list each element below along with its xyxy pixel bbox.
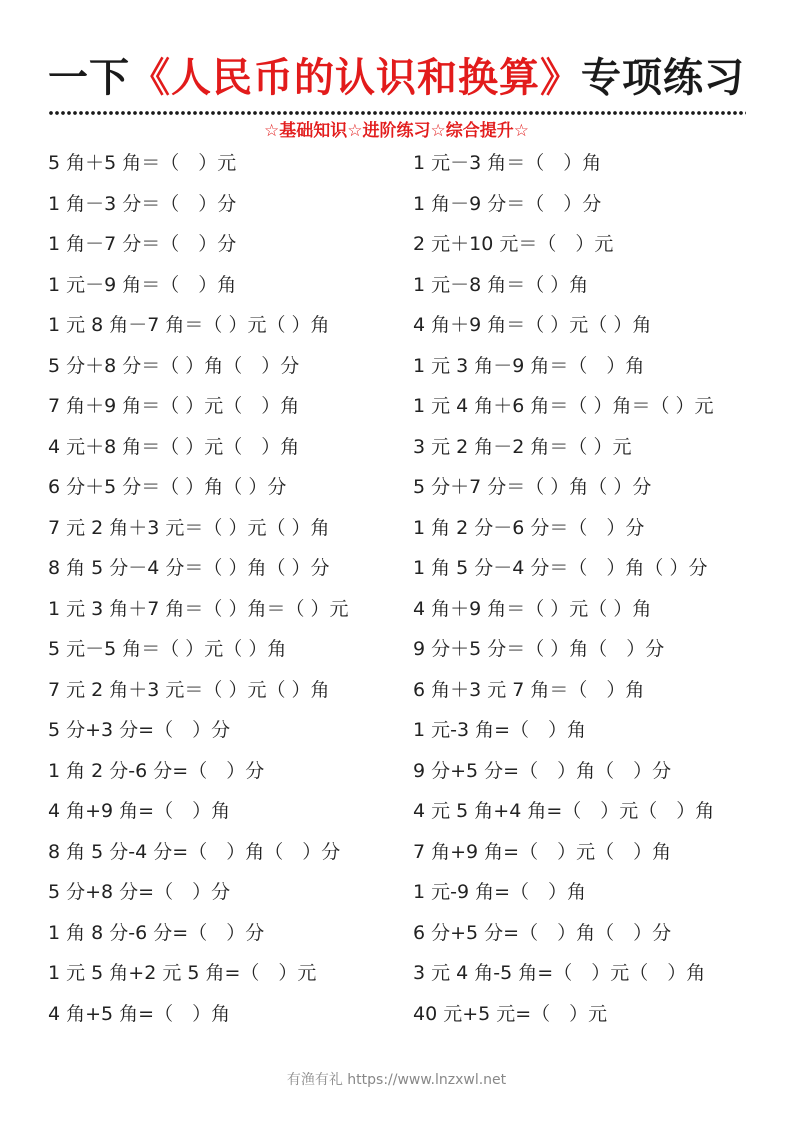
exercise-item: 4 角＋9 角＝（ ）元（ ）角 xyxy=(413,597,652,620)
exercise-item: 1 角 2 分－6 分＝（ ）分 xyxy=(413,516,645,539)
exercise-item: 5 角＋5 角＝（ ）元 xyxy=(48,152,237,174)
exercise-item: 4 元＋8 角＝（ ）元（ ）角 xyxy=(48,435,300,458)
exercise-item: 7 元 2 角＋3 元＝（ ）元（ ）角 xyxy=(48,678,330,701)
exercise-item: 1 元-9 角=（ ）角 xyxy=(413,881,587,903)
exercise-item: 6 角＋3 元 7 角＝（ ）角 xyxy=(413,678,645,701)
exercise-item: 1 元 8 角－7 角＝（ ）元（ ）角 xyxy=(48,314,330,336)
footer-watermark: 有渔有礼 https://www.lnzxwl.net xyxy=(286,1072,507,1088)
exercise-item: 1 元－9 角＝（ ）角 xyxy=(48,273,237,296)
exercise-item: 7 角＋9 角＝（ ）元（ ）角 xyxy=(48,395,300,417)
title-part-topic: 《人民币的认识和换算》 xyxy=(130,55,581,101)
exercise-item: 1 元－8 角＝（ ）角 xyxy=(413,273,589,296)
page-title xyxy=(0,52,793,104)
exercise-item: 7 元 2 角＋3 元＝（ ）元（ ）角 xyxy=(48,516,330,539)
title-part-grade: 一下 xyxy=(48,55,130,101)
exercise-item: 1 元-3 角=（ ）角 xyxy=(413,719,587,741)
exercise-item: 1 角 5 分－4 分＝（ ）角（ ）分 xyxy=(413,557,708,579)
exercise-item: 5 分＋8 分＝（ ）角（ ）分 xyxy=(48,354,300,377)
exercise-item: 3 元 2 角－2 角＝（ ）元 xyxy=(413,435,632,458)
right-exercise-column xyxy=(413,147,753,1038)
left-exercise-column xyxy=(48,147,398,1038)
exercise-item: 5 分+8 分=（ ）分 xyxy=(48,881,231,903)
exercise-item: 1 角－7 分＝（ ）分 xyxy=(48,233,237,255)
exercise-item: 8 角 5 分－4 分＝（ ）角（ ）分 xyxy=(48,557,330,579)
title-part-practice: 专项练习 xyxy=(581,55,745,101)
exercise-item: 2 元＋10 元＝（ ）元 xyxy=(413,233,614,255)
exercise-item: 5 分＋7 分＝（ ）角（ ）分 xyxy=(413,476,652,498)
exercise-item: 1 角－9 分＝（ ）分 xyxy=(413,192,602,215)
exercise-item: 1 元 3 角＋7 角＝（ ）角＝（ ）元 xyxy=(48,597,349,620)
exercise-item: 1 角 2 分-6 分=（ ）分 xyxy=(48,759,265,782)
exercise-item: 1 角－3 分＝（ ）分 xyxy=(48,192,237,215)
exercise-item: 9 分+5 分=（ ）角（ ）分 xyxy=(413,759,672,782)
exercise-item: 4 角+5 角=（ ）角 xyxy=(48,1002,231,1025)
exercise-item: 1 元－3 角＝（ ）角 xyxy=(413,152,602,174)
exercise-item: 1 元 3 角－9 角＝（ ）角 xyxy=(413,354,645,377)
exercise-item: 4 角＋9 角＝（ ）元（ ）角 xyxy=(413,314,652,336)
exercise-item: 6 分＋5 分＝（ ）角（ ）分 xyxy=(48,476,287,498)
exercise-item: 40 元+5 元=（ ）元 xyxy=(413,1002,608,1025)
exercise-item: 1 元 4 角＋6 角＝（ ）角＝（ ）元 xyxy=(413,395,714,417)
exercise-item: 6 分+5 分=（ ）角（ ）分 xyxy=(413,921,672,944)
exercise-item: 1 角 8 分-6 分=（ ）分 xyxy=(48,921,265,944)
exercise-item: 9 分＋5 分＝（ ）角（ ）分 xyxy=(413,638,665,660)
exercise-item: 5 元－5 角＝（ ）元（ ）角 xyxy=(48,638,287,660)
exercise-item: 7 角+9 角=（ ）元（ ）角 xyxy=(413,840,672,863)
exercise-item: 4 元 5 角+4 角=（ ）元（ ）角 xyxy=(413,800,715,822)
dotted-divider xyxy=(48,111,746,115)
page-subtitle: ☆基础知识☆进阶练习☆综合提升☆ xyxy=(264,121,529,141)
exercise-item: 8 角 5 分-4 分=（ ）角（ ）分 xyxy=(48,840,341,863)
exercise-item: 1 元 5 角+2 元 5 角=（ ）元 xyxy=(48,962,317,984)
exercise-item: 3 元 4 角-5 角=（ ）元（ ）角 xyxy=(413,962,706,984)
exercise-item: 4 角+9 角=（ ）角 xyxy=(48,800,231,822)
exercise-item: 5 分+3 分=（ ）分 xyxy=(48,719,231,741)
